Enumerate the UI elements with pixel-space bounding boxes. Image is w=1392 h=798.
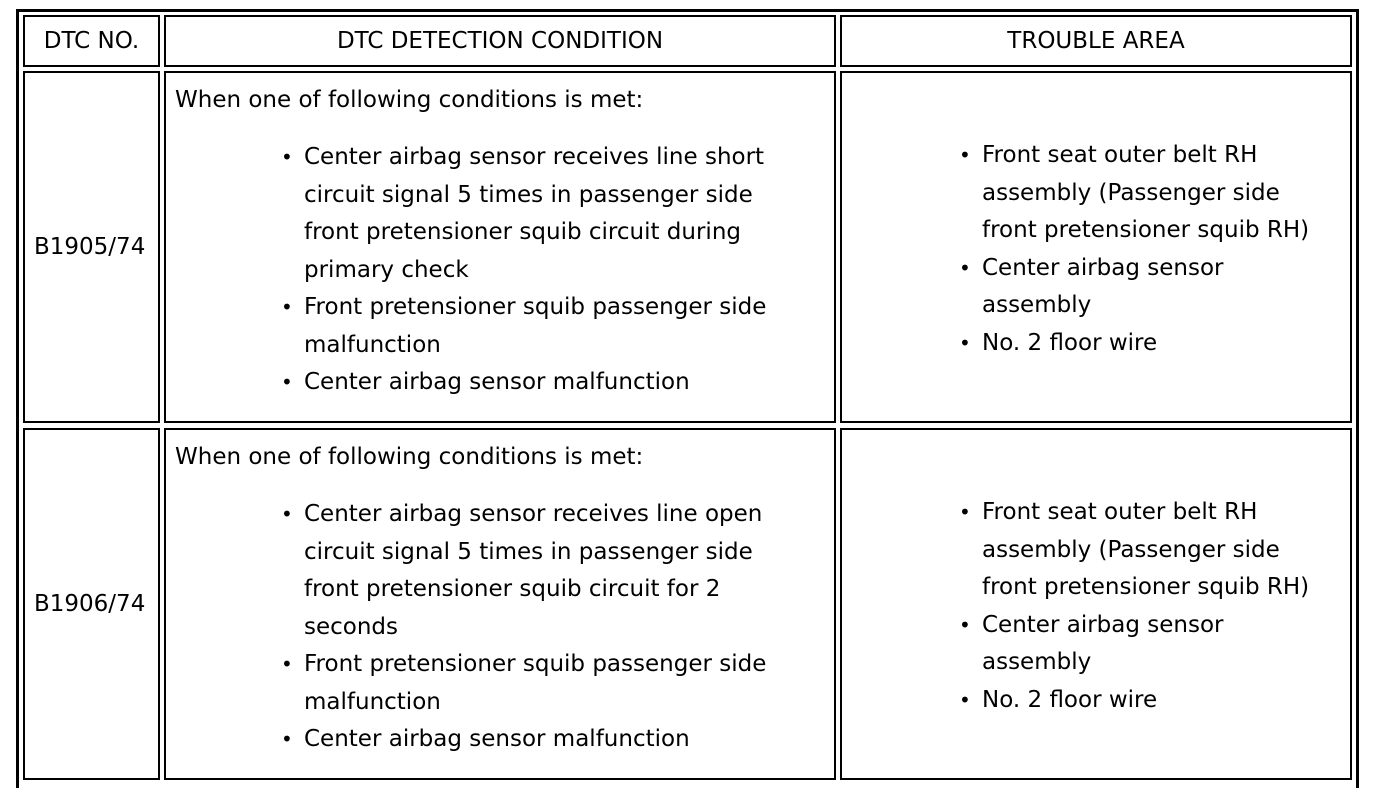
list-item-text: No. 2 floor wire	[982, 329, 1158, 356]
list-item: • Front pretensioner squib passenger side malfunction	[304, 646, 766, 721]
list-item-text: front pretensioner squib RH)	[982, 574, 1310, 600]
list-item: • Center airbag sensor assembly	[982, 250, 1309, 325]
table-row-2-condition	[164, 428, 836, 780]
list-item-text: Front pretensioner squib passenger side	[304, 651, 767, 677]
list-item-text: Center airbag sensor malfunction	[304, 726, 690, 752]
list-item-text: malfunction	[304, 331, 441, 358]
list-item: • Front seat outer belt RH assembly (Passenger side front pretensioner squib RH)	[982, 494, 1309, 607]
list-item-text: Center airbag sensor receives line short	[304, 144, 765, 170]
list-item-text: front pretensioner squib circuit during	[304, 219, 741, 245]
list-item: • Front seat outer belt RH assembly (Passenger side front pretensioner squib RH)	[982, 137, 1309, 250]
list-item-text: front pretensioner squib RH)	[982, 217, 1310, 243]
table-row-1-dtc	[23, 71, 160, 423]
list-item-text: assembly (Passenger side	[982, 536, 1280, 563]
header-trouble-area-label: TROUBLE AREA	[1007, 28, 1185, 54]
header-detection-condition	[164, 15, 836, 67]
list-item: • Center airbag sensor assembly	[982, 607, 1309, 682]
list-item: • Center airbag sensor malfunction	[304, 721, 766, 759]
dtc-code: B1905/74	[34, 234, 146, 260]
list-item-text: Front seat outer belt RH	[982, 499, 1258, 525]
list-item-text: circuit signal 5 times in passenger side	[304, 538, 753, 565]
list-item: • Front pretensioner squib passenger side malfunction	[304, 289, 766, 364]
list-item-text: malfunction	[304, 688, 441, 715]
list-item-text: Center airbag sensor receives line open	[304, 501, 763, 527]
list-item-text: Front seat outer belt RH	[982, 142, 1258, 168]
table-row-1-condition	[164, 71, 836, 423]
list-item-text: Center airbag sensor malfunction	[304, 369, 690, 395]
list-item-text: circuit signal 5 times in passenger side	[304, 181, 753, 208]
header-dtc-no	[23, 15, 160, 67]
dtc-code: B1906/74	[34, 591, 146, 617]
header-detection-condition-label: DTC DETECTION CONDITION	[336, 28, 664, 54]
condition-list	[281, 496, 767, 759]
trouble-area-list	[959, 494, 1310, 719]
list-item-text: No. 2 floor wire	[982, 686, 1158, 713]
list-item: • Center airbag sensor receives line short circuit signal 5 times in passenger side front pretensioner squib circuit during primary check	[304, 139, 766, 289]
list-item-text: Front pretensioner squib passenger side	[304, 294, 767, 320]
list-item-text: assembly (Passenger side	[982, 179, 1280, 206]
header-dtc-no-label: DTC NO.	[43, 28, 140, 54]
table-row-2-dtc	[23, 428, 160, 780]
list-item: • Center airbag sensor receives line open circuit signal 5 times in passenger side front pretensioner squib circuit for 2 seconds	[304, 496, 766, 646]
condition-list	[281, 139, 767, 402]
list-item: • No. 2 floor wire	[982, 682, 1309, 720]
trouble-area-list	[959, 137, 1310, 362]
list-item: • Center airbag sensor malfunction	[304, 364, 766, 402]
condition-intro: When one of following conditions is met:	[175, 444, 644, 470]
list-item-text: assembly	[982, 649, 1092, 675]
list-item-text: seconds	[304, 613, 399, 640]
list-item-text: Center airbag sensor	[982, 254, 1224, 281]
condition-intro: When one of following conditions is met:	[175, 87, 644, 113]
header-trouble-area	[840, 15, 1352, 67]
list-item-text: primary check	[304, 256, 469, 283]
list-item-text: Center airbag sensor	[982, 611, 1224, 638]
list-item-text: front pretensioner squib circuit for 2	[304, 576, 721, 602]
table-row-1-trouble-area	[840, 71, 1352, 423]
list-item-text: assembly	[982, 292, 1092, 318]
list-item: • No. 2 floor wire	[982, 325, 1309, 363]
table-row-2-trouble-area	[840, 428, 1352, 780]
